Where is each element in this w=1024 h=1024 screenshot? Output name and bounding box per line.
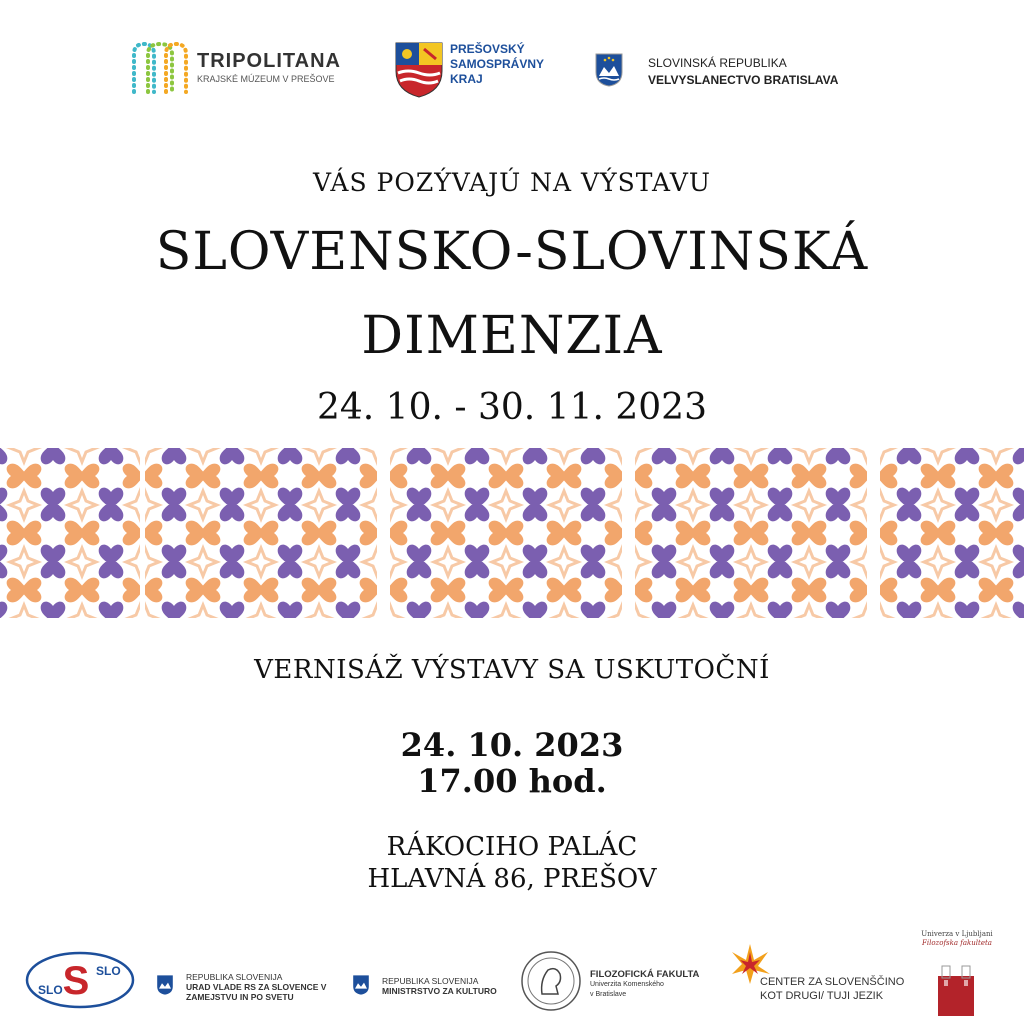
center-logo-text — [760, 975, 904, 1003]
tripolitana-arches-icon — [130, 40, 192, 96]
psk-line2: SAMOSPRÁVNY — [450, 57, 545, 71]
opening-date: 24. 10. 2023 — [400, 726, 624, 764]
opening-time: 17.00 hod. — [417, 762, 607, 800]
urad-line1: REPUBLIKA SLOVENIJA — [186, 972, 283, 982]
ff-logo-text — [590, 970, 699, 1000]
venue-name: RÁKOCIHO PALÁC — [386, 832, 638, 862]
invitation-intro: VÁS POZÝVAJÚ NA VÝSTAVU — [313, 168, 711, 197]
psk-line3: KRAJ — [450, 72, 483, 86]
urad-line3: ZAMEJSTVU IN PO SVETU — [186, 992, 294, 1002]
ministrstvo-line1: REPUBLIKA SLOVENIJA — [382, 976, 479, 986]
filozoficka-fakulta-seal-icon — [520, 950, 582, 1012]
psk-line1: PREŠOVSKÝ — [450, 42, 525, 56]
venue-address: HLAVNÁ 86, PREŠOV — [367, 864, 657, 894]
exhibition-title-line1: SLOVENSKO-SLOVINSKÁ — [155, 222, 869, 282]
svg-text:S: S — [62, 959, 90, 1003]
slovenia-arms-small-icon — [156, 974, 174, 996]
ministrstvo-logo-text — [382, 976, 497, 996]
embassy-line1: SLOVINSKÁ REPUBLIKA — [648, 56, 787, 70]
ministrstvo-line2: MINISTRSTVO ZA KULTURO — [382, 986, 497, 996]
psk-logo-text — [450, 42, 570, 87]
center-line1: CENTER ZA SLOVENŠČINO — [760, 976, 905, 988]
folk-pattern-tile-2 — [145, 448, 377, 618]
slo-slo-logo — [24, 950, 136, 1010]
embassy-line2: VELVYSLANECTVO BRATISLAVA — [648, 73, 839, 87]
ff-line2: Univerzita Komenského — [590, 981, 664, 988]
ljubljana-logo-text — [912, 930, 1002, 948]
opening-label: VERNISÁŽ VÝSTAVY SA USKUTOČNÍ — [254, 655, 770, 685]
psk-coat-of-arms-icon — [394, 41, 444, 99]
folk-pattern-tile-3 — [390, 448, 622, 618]
center-line2: KOT DRUGI/ TUJI JEZIK — [760, 990, 884, 1002]
folk-pattern-tile-1 — [0, 448, 140, 618]
slo-logo-top-text: SLO — [96, 964, 121, 978]
slovenia-arms-small-icon-2 — [352, 974, 370, 996]
ff-line1: FILOZOFICKÁ FAKULTA — [590, 969, 700, 980]
ff-line3: v Bratislave — [590, 991, 627, 998]
embassy-logo-text — [648, 55, 838, 89]
ljubljana-line1: Univerza v Ljubljani — [921, 930, 993, 938]
urad-line2: URAD VLADE RS ZA SLOVENCE V — [186, 982, 327, 992]
tripolitana-subtitle: KRAJSKÉ MÚZEUM V PREŠOVE — [197, 74, 335, 84]
ljubljana-line2: Filozofska fakulteta — [922, 939, 992, 947]
slo-logo-bottom-text: SLO — [38, 983, 63, 997]
tripolitana-name: TRIPOLITANA — [197, 50, 341, 72]
folk-pattern-tile-4 — [635, 448, 867, 618]
exhibition-title-line2: DIMENZIA — [361, 306, 663, 366]
slovenia-coat-of-arms-icon — [594, 52, 624, 88]
exhibition-dates: 24. 10. - 30. 11. 2023 — [316, 387, 707, 428]
folk-pattern-tile-5 — [880, 448, 1024, 618]
ljubljana-building-icon — [938, 962, 974, 1016]
urad-logo-text — [186, 972, 326, 1002]
